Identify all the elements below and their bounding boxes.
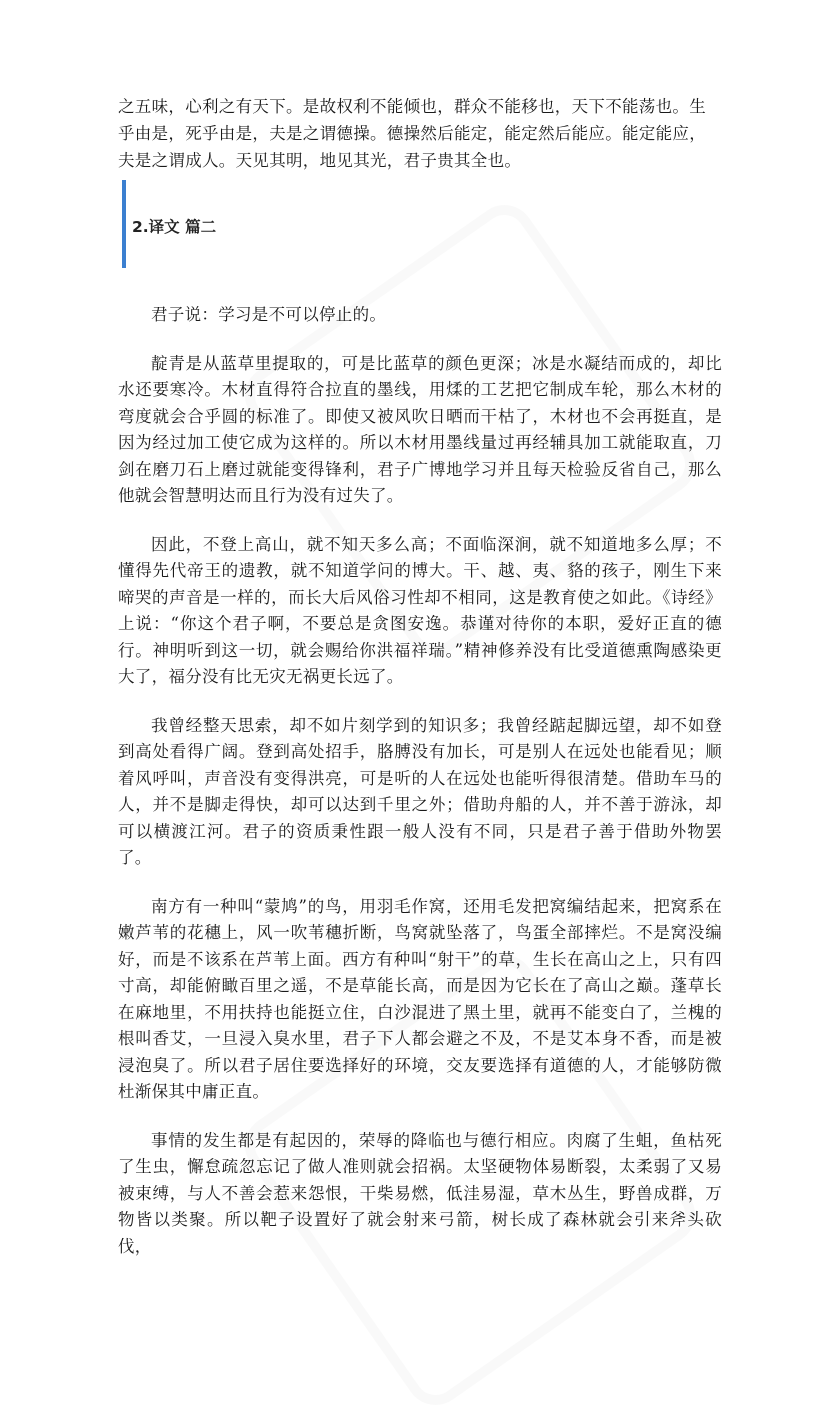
paragraph: 事情的发生都是有起因的，荣辱的降临也与德行相应。肉腐了生蛆，鱼枯死了生虫，懈怠疏忽忘记了做人准则就会招祸。太坚硬物体易断裂，太柔弱了又易被束缚，与人不善会惹来怨恨，干柴易燃，低洼易湿，草木丛生，野兽成群，万物皆以类聚。所以靶子设置好了就会射来弓箭，树长成了森林就会引来斧头砍伐， bbox=[118, 1130, 722, 1256]
translation-body bbox=[118, 302, 722, 1282]
paragraph: 我曾经整天思索，却不如片刻学到的知识多；我曾经踮起脚远望，却不如登到高处看得广阔。登到高处招手，胳膊没有加长，可是别人在远处也能看见；顺着风呼叫，声音没有变得洪亮，可是听的人在远处也能听得很清楚。借助车马的人，并不是脚走得快，却可以达到千里之外；借助舟船的人，并不善于游泳，却可以横渡江河。君子的资质秉性跟一般人没有不同，只是君子善于借助外物罢了。 bbox=[118, 715, 722, 867]
section-heading-block bbox=[122, 180, 722, 268]
section-accent-bar bbox=[122, 180, 126, 268]
paragraph: 因此，不登上高山，就不知天多么高；不面临深涧，就不知道地多么厚；不懂得先代帝王的遗教，就不知道学问的博大。干、越、夷、貉的孩子，刚生下来啼哭的声音是一样的，而长大后风俗习性却不相同，这是教育使之如此。《诗经》上说：“你这个君子啊，不要总是贪图安逸。恭谨对待你的本职，爱好正直的德行。神明听到这一切，就会赐给你洪福祥瑞。”精神修养没有比受道德熏陶感染更大了，福分没有比无灾无祸更长远了。 bbox=[118, 534, 722, 686]
paragraph: 君子说：学习是不可以停止的。 bbox=[151, 305, 387, 324]
section-title: 2.译文 篇二 bbox=[132, 218, 217, 236]
intro-paragraph: 之五味，心利之有天下。是故权利不能倾也，群众不能移也，天下不能荡也。生乎由是，死乎由是，夫是之谓德操。德操然后能定，能定然后能应。能定能应，夫是之谓成人。天见其明，地见其光，君子贵其全也。 bbox=[118, 97, 706, 170]
paragraph: 靛青是从蓝草里提取的，可是比蓝草的颜色更深；冰是水凝结而成的，却比水还要寒冷。木材直得符合拉直的墨线，用煣的工艺把它制成车轮，那么木材的弯度就会合乎圆的标准了。即使又被风吹日晒而干枯了，木材也不会再挺直，是因为经过加工使它成为这样的。所以木材用墨线量过再经辅具加工就能取直，刀剑在磨刀石上磨过就能变得锋利，君子广博地学习并且每天检验反省自己，那么他就会智慧明达而且行为没有过失了。 bbox=[118, 353, 722, 505]
paragraph: 南方有一种叫“蒙鸠”的鸟，用羽毛作窝，还用毛发把窝编结起来，把窝系在嫩芦苇的花穗上，风一吹苇穗折断，鸟窝就坠落了，鸟蛋全部摔烂。不是窝没编好，而是不该系在芦苇上面。西方有种叫“射干”的草，生长在高山之上，只有四寸高，却能俯瞰百里之遥，不是草能长高，而是因为它长在了高山之巅。蓬草长在麻地里，不用扶持也能挺立住，白沙混进了黑土里，就再不能变白了，兰槐的根叫香艾，一旦浸入臭水里，君子下人都会避之不及，不是艾本身不香，而是被浸泡臭了。所以君子居住要选择好的环境，交友要选择有道德的人，才能够防微杜渐保其中庸正直。 bbox=[118, 896, 722, 1101]
